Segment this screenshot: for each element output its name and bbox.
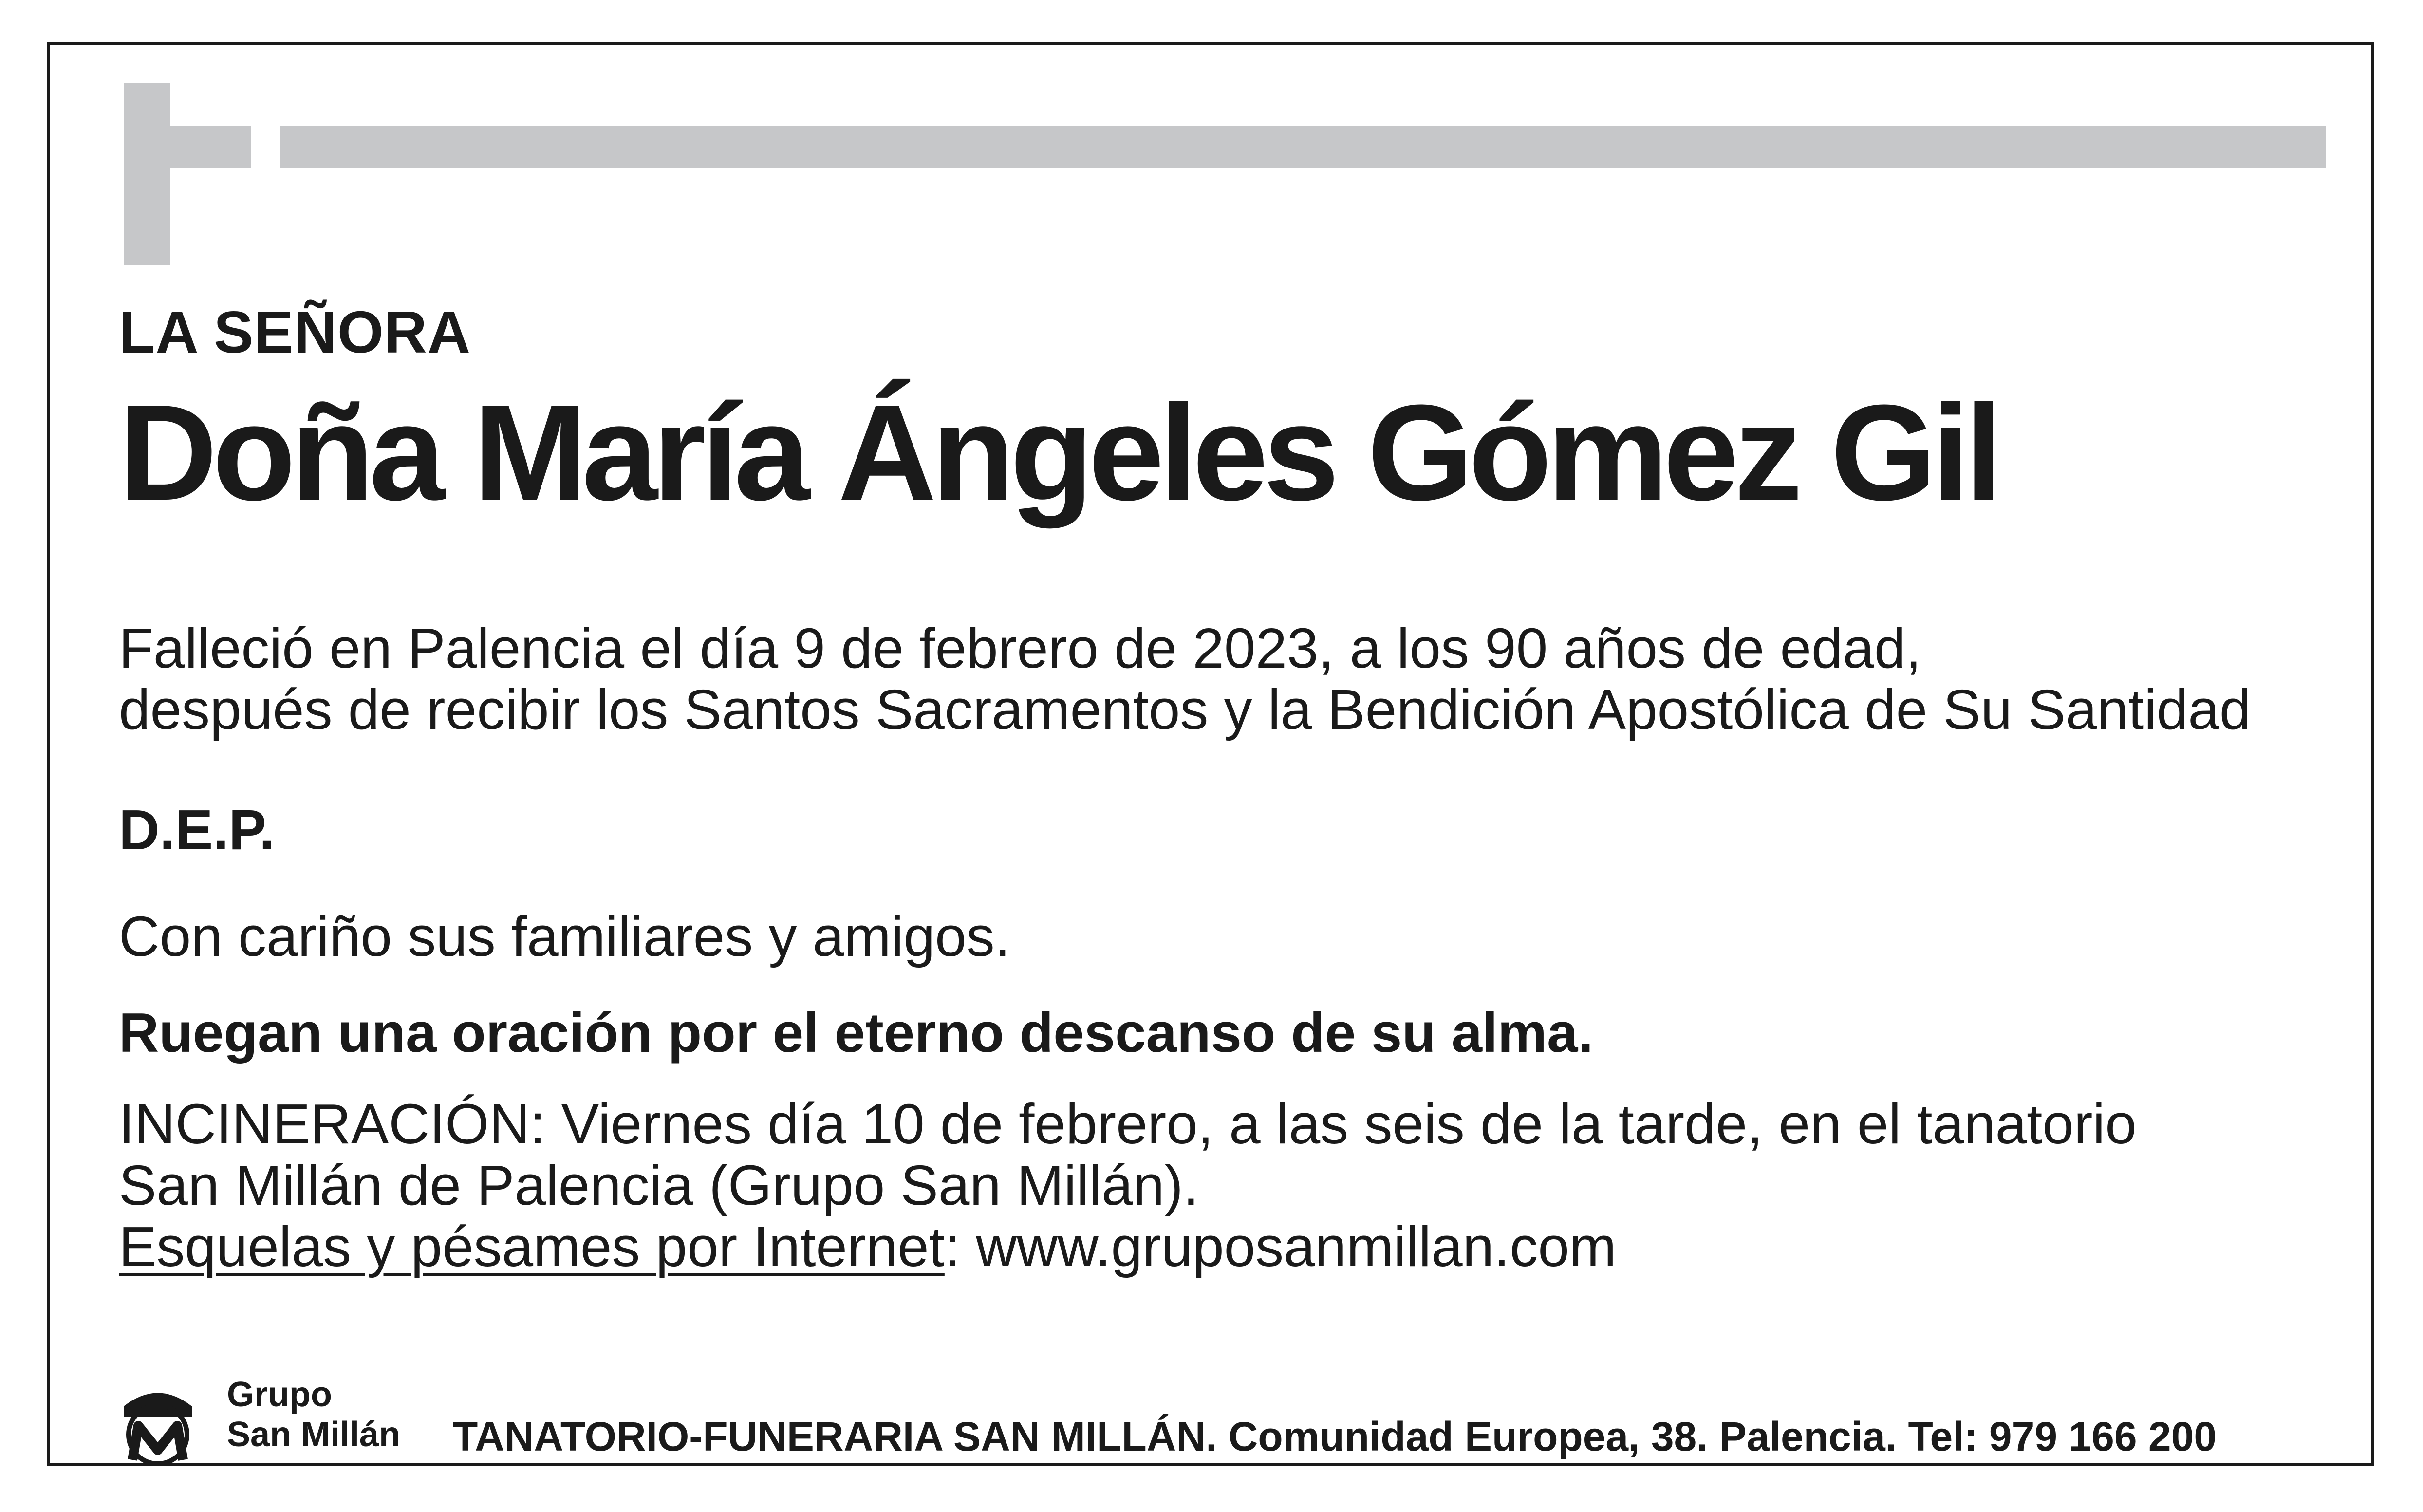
honorific: LA SEÑORA (119, 299, 471, 365)
dep-text: D.E.P. (119, 798, 275, 861)
brand-line-1: Grupo (227, 1375, 332, 1414)
footer-contact: TANATORIO-FUNERARIA SAN MILLÁN. Comunidad Europea, 38. Palencia. Tel: 979 166 200 (453, 1414, 2217, 1459)
death-info-line-1: Falleció en Palencia el día 9 de febrero de 2023, a los 90 años de edad, (119, 616, 1921, 680)
death-info-line-2: después de recibir los Santos Sacramentos y la Bendición Apostólica de Su Santidad (119, 678, 2251, 741)
ceremony-line-2: San Millán de Palencia (Grupo San Millán). (119, 1154, 1199, 1217)
header-rule (280, 126, 2326, 168)
internet-label: Esquelas y pésames por Internet (119, 1215, 945, 1278)
prayer-text: Ruegan una oración por el eterno descanso de su alma. (119, 1002, 1594, 1064)
cross-icon (124, 83, 170, 265)
internet-line (119, 1216, 1617, 1277)
internet-separator: : (944, 1215, 976, 1278)
ceremony-line-1: INCINERACIÓN: Viernes día 10 de febrero, a las seis de la tarde, en el tanatorio (119, 1092, 2137, 1156)
cross-icon-arm (124, 126, 251, 168)
brand-line-2: San Millán (227, 1415, 401, 1454)
family-text: Con cariño sus familiares y amigos. (119, 905, 1010, 968)
san-millan-logo-icon (104, 1372, 211, 1475)
deceased-name: Doña María Ángeles Gómez Gil (119, 377, 1998, 529)
website-link[interactable]: www.gruposanmillan.com (976, 1215, 1617, 1278)
